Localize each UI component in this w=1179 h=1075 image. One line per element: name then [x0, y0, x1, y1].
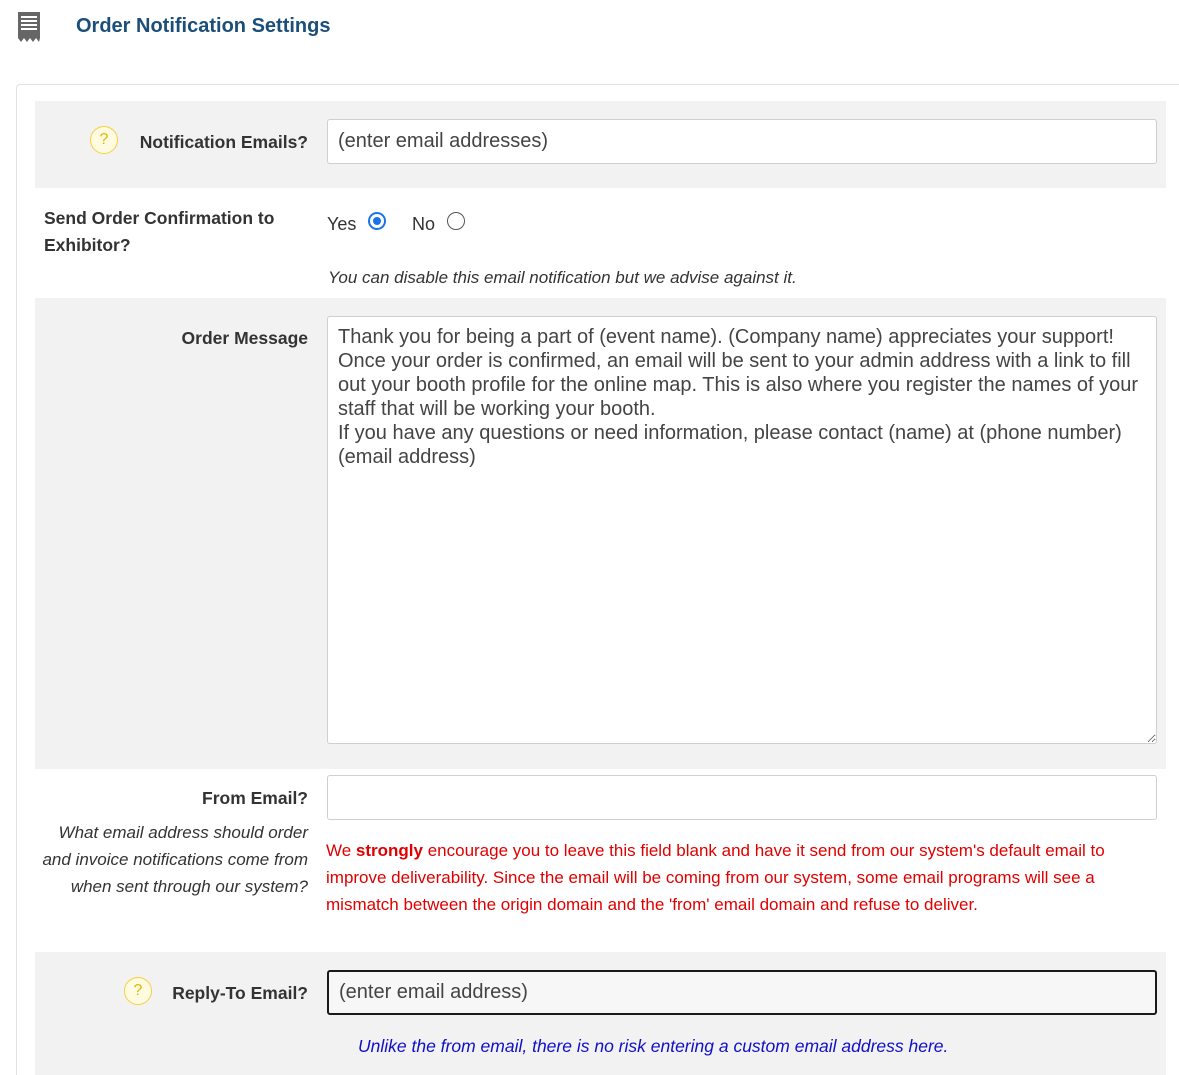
radio-no-label: No	[412, 214, 436, 234]
notification-emails-input[interactable]	[327, 119, 1157, 164]
radio-no[interactable]	[447, 212, 465, 230]
notification-emails-label: Notification Emails?	[139, 132, 308, 152]
page-header	[0, 0, 1179, 60]
notification-emails-row	[35, 101, 1166, 188]
send-confirmation-note: You can disable this email notification but we advise against it.	[328, 268, 797, 287]
send-confirmation-row	[35, 188, 1166, 298]
reply-to-email-input[interactable]	[327, 970, 1157, 1015]
reply-to-email-label: Reply-To Email?	[172, 983, 308, 1003]
warning-prefix: We	[326, 841, 356, 860]
order-message-row	[35, 298, 1166, 769]
send-confirmation-label: Send Order Confirmation to Exhibitor?	[44, 208, 275, 255]
reply-to-email-note: Unlike the from email, there is no risk entering a custom email address here.	[358, 1036, 949, 1056]
warning-rest: encourage you to leave this field blank and have it send from our system's default email to improve deliverability. Since the email will be coming from our system, some email programs will see a mismatch between the origin domain and the 'from' email domain and refuse to deliver.	[326, 841, 1105, 914]
page-title: Order Notification Settings	[76, 15, 331, 37]
order-message-textarea[interactable]	[327, 316, 1157, 744]
from-email-warning	[326, 837, 1161, 918]
warning-strong: strongly	[355, 841, 423, 860]
reply-to-email-row	[35, 952, 1166, 1075]
from-email-label: From Email?	[202, 788, 308, 808]
from-email-input[interactable]	[327, 775, 1157, 820]
receipt-icon	[16, 11, 42, 45]
order-message-label: Order Message	[181, 328, 308, 348]
from-email-description: What email address should order and invoice notifications come from when sent through our system?	[42, 823, 308, 896]
question-icon[interactable]: ?	[124, 977, 152, 1005]
radio-yes-label: Yes	[327, 214, 357, 234]
from-email-row	[35, 769, 1166, 952]
question-icon[interactable]: ?	[90, 126, 118, 154]
radio-yes[interactable]	[368, 212, 386, 230]
